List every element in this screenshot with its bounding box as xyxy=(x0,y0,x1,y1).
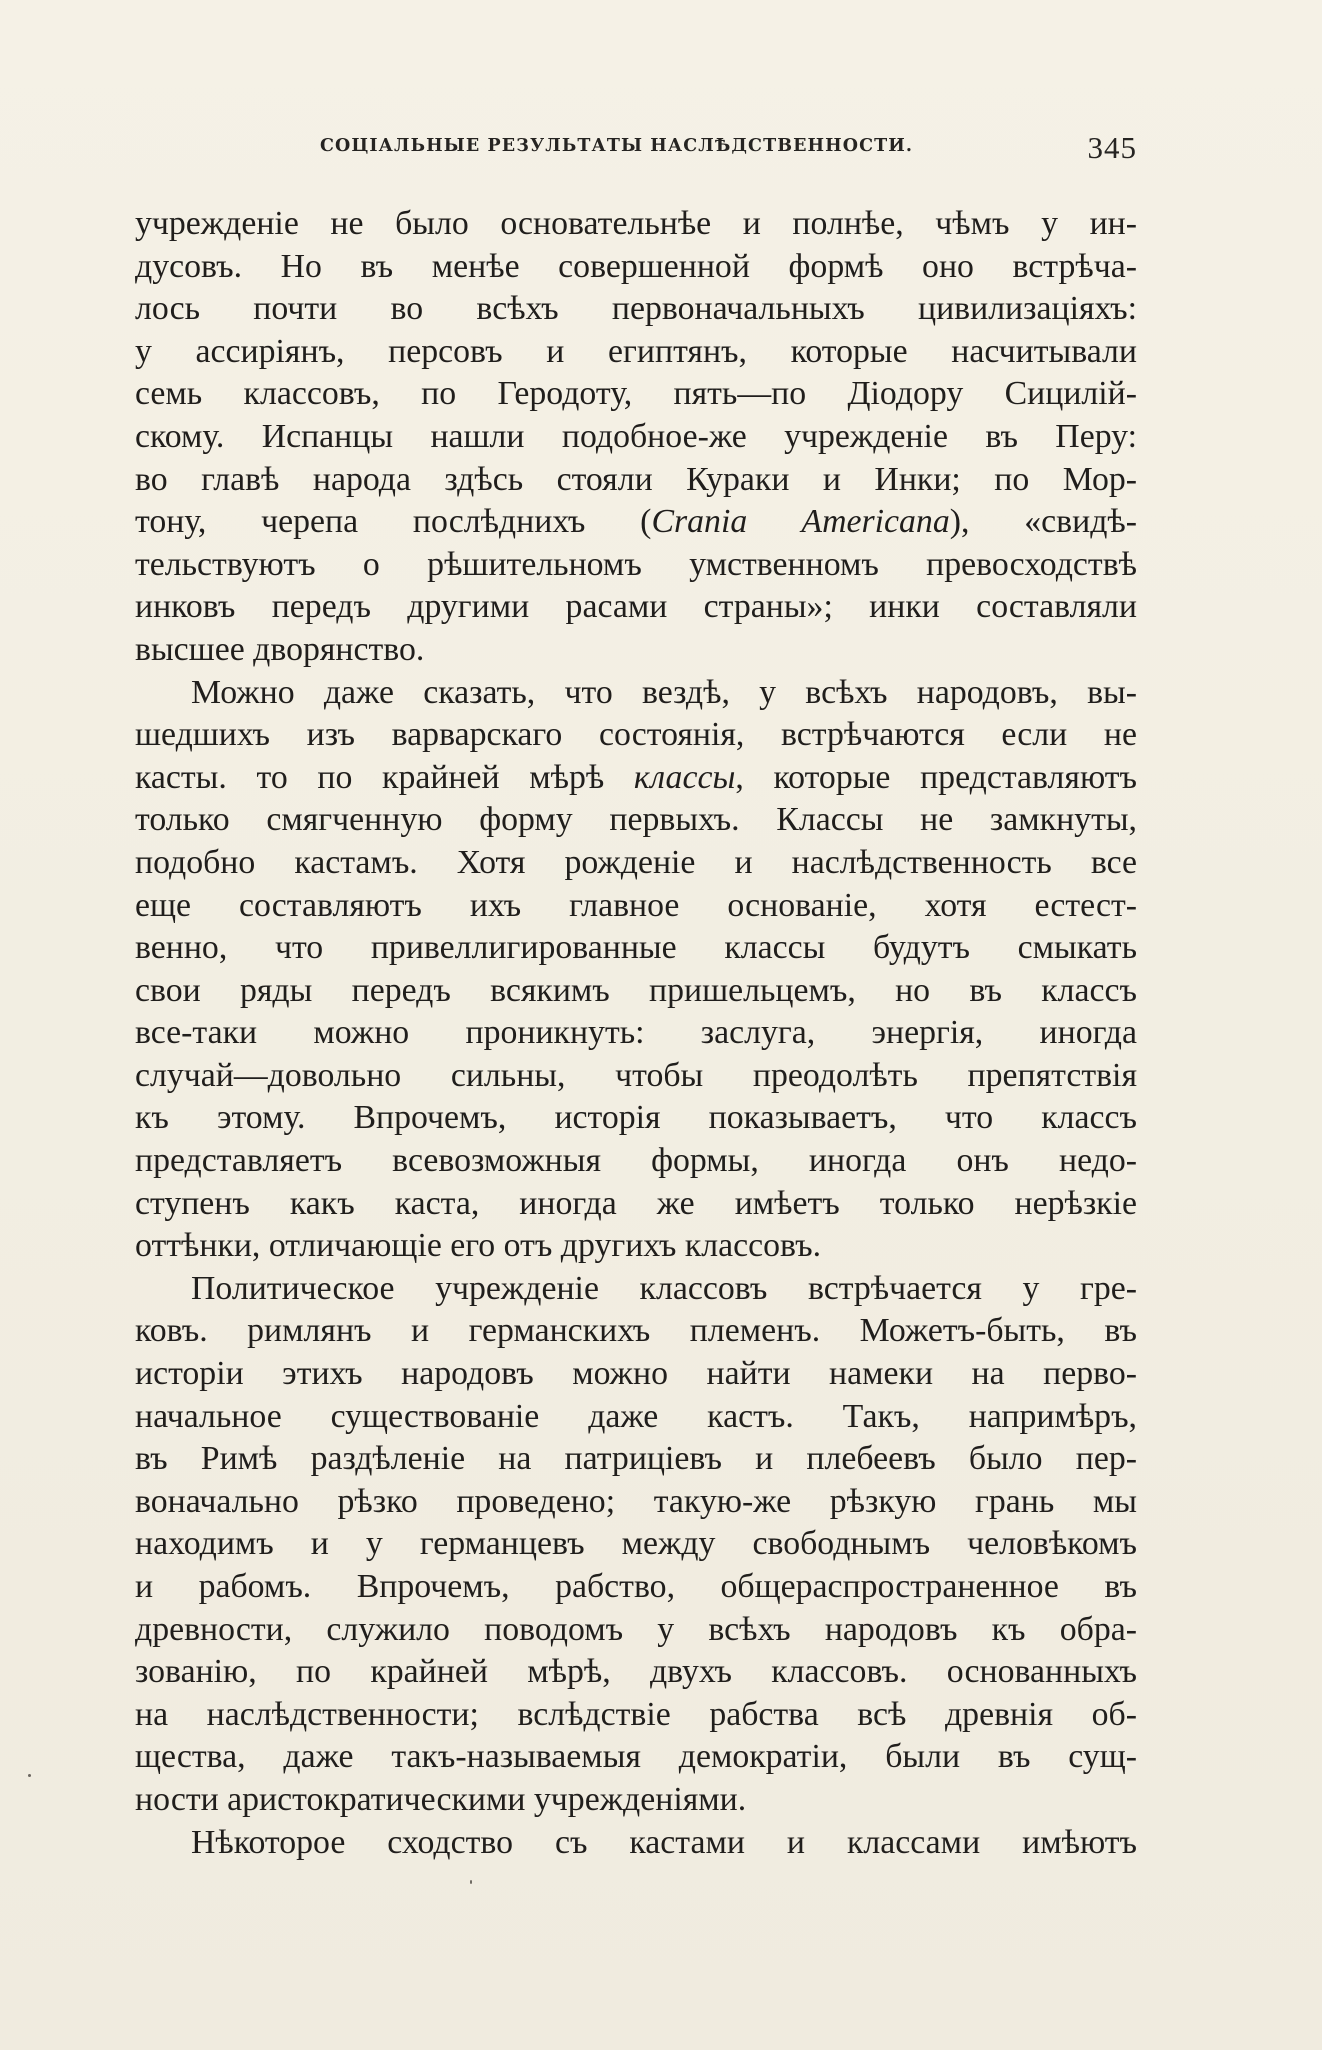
paper-speck xyxy=(28,1774,31,1777)
running-title: СОЦІАЛЬНЫЕ РЕЗУЛЬТАТЫ НАСЛѢДСТВЕННОСТИ. xyxy=(320,136,914,156)
text-line: свои ряды передъ всякимъ пришельцемъ, но въ классъ xyxy=(135,971,1137,1009)
text-line: и рабомъ. Впрочемъ, рабство, общераспространенное въ xyxy=(135,1568,1137,1605)
italic-title: Crania Americana xyxy=(651,503,950,541)
paragraph-start-line: Политическое учрежденіе классовъ встрѣчается у гре- xyxy=(191,1269,1137,1307)
body-text xyxy=(135,203,1137,1864)
text-line: представляетъ всевозможныя формы, иногда онъ недо- xyxy=(135,1142,1137,1180)
text-line: на наслѣдственности; вслѣдствіе рабства всѣ древнія об- xyxy=(135,1695,1137,1733)
text-line: древности, служило поводомъ у всѣхъ народовъ къ обра- xyxy=(135,1610,1137,1648)
text-line xyxy=(135,757,1137,800)
text-line: у ассиріянъ, персовъ и египтянъ, которые насчитывали xyxy=(135,332,1137,370)
text-line: скому. Испанцы нашли подобное-же учрежденіе въ Перу: xyxy=(135,417,1137,455)
text-line: случай—довольно сильны, чтобы преодолѣть препятствія xyxy=(135,1056,1137,1094)
text-line: зованію, по крайней мѣрѣ, двухъ классовъ. основанныхъ xyxy=(135,1653,1137,1691)
text-line: учрежденіе не было основательнѣе и полнѣе, чѣмъ у ин- xyxy=(135,205,1137,242)
paper-speck xyxy=(470,1880,472,1884)
text-line: семь классовъ, по Геродоту, пять—по Діодору Сицилій- xyxy=(135,375,1137,413)
paragraph-start-line: Нѣкоторое сходство съ кастами и классами имѣютъ xyxy=(191,1823,1137,1861)
text-line: все-таки можно проникнуть: заслуга, энергія, иногда xyxy=(135,1014,1137,1052)
paragraph-end-line: высшее дворянство. xyxy=(135,630,425,668)
text-line: венно, что привеллигированные классы будутъ смыкать xyxy=(135,929,1137,967)
running-header xyxy=(135,130,1137,170)
text-line: къ этому. Впрочемъ, исторія показываетъ, что классъ xyxy=(135,1099,1137,1137)
text-run: касты. то по крайней мѣрѣ xyxy=(135,758,634,796)
paragraph-end-line: оттѣнки, отличающіе его отъ другихъ классовъ. xyxy=(135,1227,822,1265)
text-line: въ Римѣ раздѣленіе на патриціевъ и плебеевъ было пер- xyxy=(135,1440,1137,1478)
text-line: во главѣ народа здѣсь стояли Кураки и Инки; по Мор- xyxy=(135,460,1137,498)
paragraph-end-line: ности аристократическими учрежденіями. xyxy=(135,1780,747,1818)
text-line: инковъ передъ другими расами страны»; инки составляли xyxy=(135,588,1137,626)
text-line: исторіи этихъ народовъ можно найти намеки на перво- xyxy=(135,1355,1137,1393)
text-line: находимъ и у германцевъ между свободнымъ человѣкомъ xyxy=(135,1525,1137,1563)
text-run: , которые представляютъ xyxy=(735,758,1137,796)
text-line: щества, даже такъ-называемыя демократіи, были въ сущ- xyxy=(135,1738,1137,1776)
page-number: 345 xyxy=(1087,130,1137,165)
text-run: ), «свидѣ- xyxy=(949,503,1137,541)
text-line: начальное существованіе даже кастъ. Такъ, напримѣръ, xyxy=(135,1397,1137,1435)
text-line: подобно кастамъ. Хотя рожденіе и наслѣдственность все xyxy=(135,843,1137,881)
text-line: еще составляютъ ихъ главное основаніе, хотя естест- xyxy=(135,886,1137,924)
text-line: только смягченную форму первыхъ. Классы не замкнуты, xyxy=(135,801,1137,839)
paragraph-start-line: Можно даже сказать, что вездѣ, у всѣхъ народовъ, вы- xyxy=(191,673,1137,711)
text-line: ступенъ какъ каста, иногда же имѣетъ только нерѣзкіе xyxy=(135,1184,1137,1222)
text-line xyxy=(135,501,1137,544)
text-line: лось почти во всѣхъ первоначальныхъ цивилизаціяхъ: xyxy=(135,290,1137,328)
text-line: шедшихъ изъ варварскаго состоянія, встрѣчаются если не xyxy=(135,716,1137,754)
text-line: воначально рѣзко проведено; такую-же рѣзкую грань мы xyxy=(135,1482,1137,1520)
text-line: тельствуютъ о рѣшительномъ умственномъ превосходствѣ xyxy=(135,545,1137,583)
italic-term: классы xyxy=(633,758,736,796)
text-line: дусовъ. Но въ менѣе совершенной формѣ оно встрѣча- xyxy=(135,247,1137,285)
text-run: тону, черепа послѣднихъ ( xyxy=(135,503,652,541)
text-line: ковъ. римлянъ и германскихъ племенъ. Можетъ-быть, въ xyxy=(135,1312,1137,1350)
